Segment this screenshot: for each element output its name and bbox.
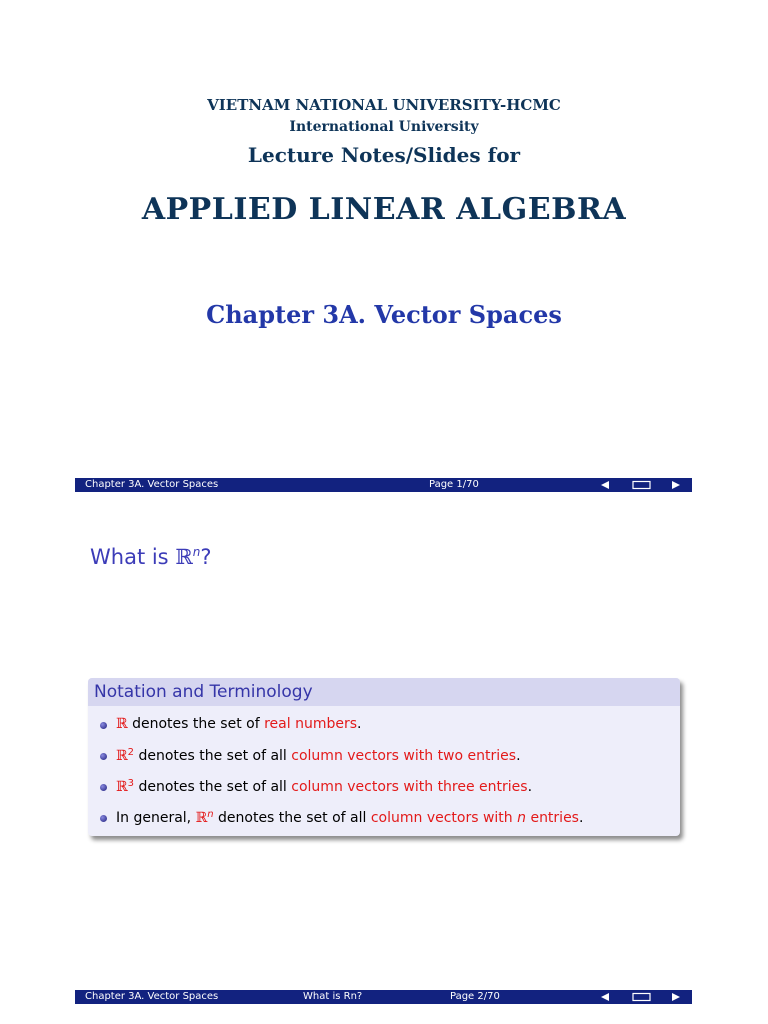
real-set-symbol: ℝ [116, 748, 128, 764]
highlight-text: column vectors with [370, 810, 518, 826]
footer-subsection: What is Rn? [303, 991, 363, 1002]
frame-title-exponent: n [192, 545, 201, 559]
exponent: 2 [127, 747, 135, 758]
frame-title-symbol: ℝ [175, 545, 193, 569]
footer-page: Page 2/70 [450, 991, 500, 1002]
bullet-icon [100, 722, 107, 729]
course-title: APPLIED LINEAR ALGEBRA [141, 192, 627, 227]
real-set-symbol: ℝ [116, 779, 128, 795]
highlight-italic: n [517, 810, 526, 826]
list-item: ℝ denotes the set of real numbers. [116, 716, 361, 732]
slide-footer-bar [75, 990, 692, 1004]
bullet-icon [100, 753, 107, 760]
real-set-symbol: ℝ [195, 810, 208, 826]
triangle-right-icon[interactable] [670, 990, 682, 1004]
frame-title-suffix: ? [200, 545, 212, 569]
list-item: ℝ$^3$ denotes the set of all column vectors with three entries. [116, 778, 532, 795]
triangle-left-icon[interactable] [599, 990, 611, 1004]
frame-box-icon[interactable] [631, 478, 653, 492]
frame-box-icon[interactable] [631, 990, 653, 1004]
list-item: In general, ℝ$^n$ denotes the set of all column vectors with n entries. [116, 809, 583, 826]
highlight-text: real numbers [264, 716, 358, 732]
footer-section: Chapter 3A. Vector Spaces [85, 991, 219, 1002]
bullet-icon [100, 784, 107, 791]
institute-name: International University [289, 119, 479, 135]
notation-block [88, 678, 680, 836]
bullet-icon [100, 815, 107, 822]
chapter-title: Chapter 3A. Vector Spaces [206, 300, 562, 329]
frame-title [90, 545, 212, 569]
exponent: n [207, 809, 214, 820]
block-title: Notation and Terminology [88, 678, 680, 706]
frame-title-text: What is [90, 545, 176, 569]
footer-section: Chapter 3A. Vector Spaces [85, 479, 219, 490]
highlight-text: column vectors with three entries [291, 779, 528, 795]
exponent: 3 [127, 778, 135, 789]
list-item: ℝ$^2$ denotes the set of all column vectors with two entries. [116, 747, 521, 764]
highlight-text: column vectors with two entries [291, 748, 517, 764]
triangle-right-icon[interactable] [670, 478, 682, 492]
lecture-label: Lecture Notes/Slides for [247, 143, 521, 167]
triangle-left-icon[interactable] [599, 478, 611, 492]
slide-footer-bar [75, 478, 692, 492]
university-name: VIETNAM NATIONAL UNIVERSITY-HCMC [207, 96, 561, 114]
real-set-symbol: ℝ [116, 716, 128, 732]
footer-page: Page 1/70 [429, 479, 479, 490]
highlight-tail: entries [526, 810, 579, 826]
